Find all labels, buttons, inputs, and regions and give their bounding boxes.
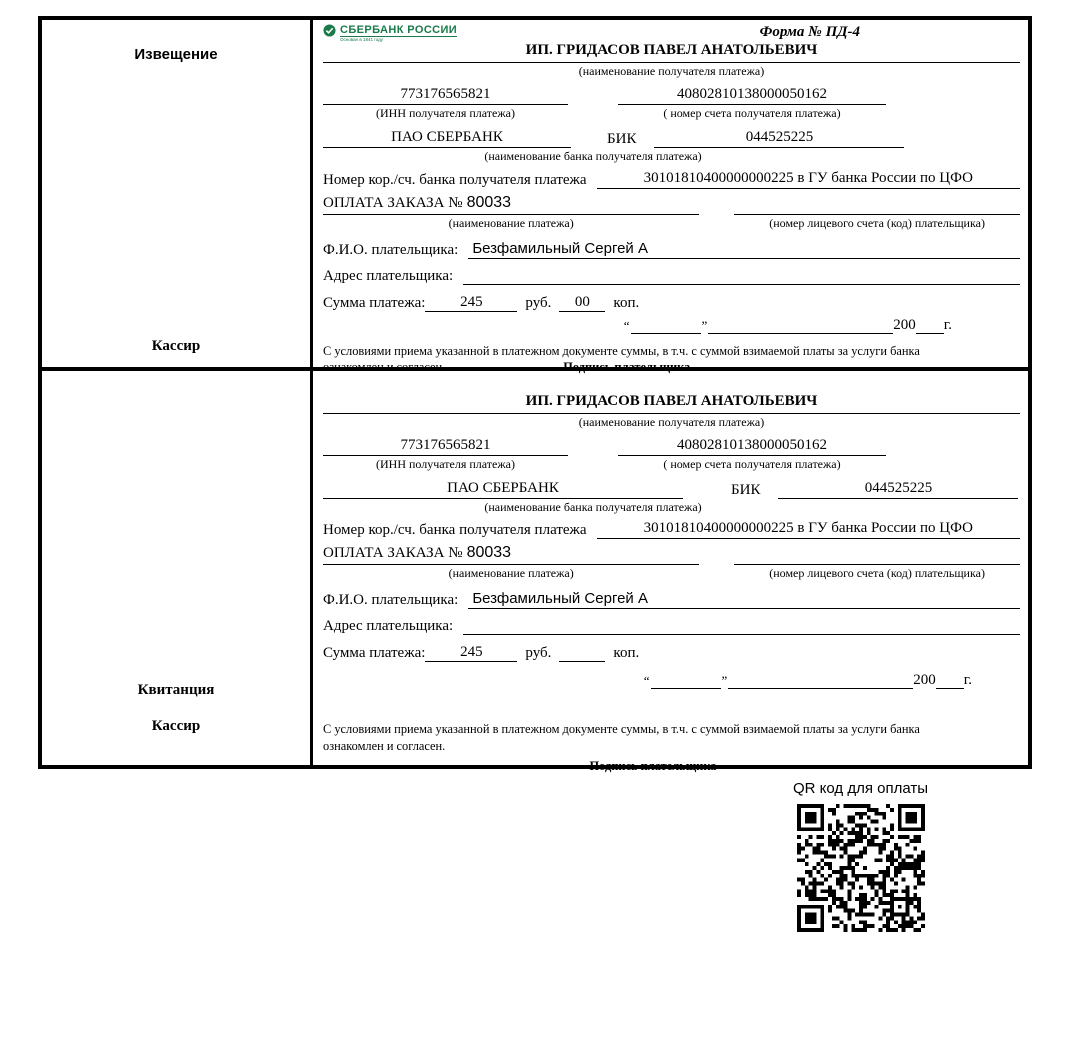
sum-kop-value: 00 [559,294,605,312]
corr-account-row [323,520,1020,539]
form-number-label: Форма № ПД-4 [759,24,860,40]
inn-value: 773176565821 [323,86,568,105]
payer-address-label: Адрес плательщика: [323,618,454,635]
corr-value: 30101810400000000225 в ГУ банка России по ЦФО [597,520,1020,539]
sum-rub-value: 245 [425,644,517,662]
order-label: ОПЛАТА ЗАКАЗА № [323,545,463,562]
notice-body [313,20,1028,375]
payment-name-row [323,544,1020,565]
payee-name: ИП. ГРИДАСОВ ПАВЕЛ АНАТОЛЬЕВИЧ [323,42,1020,63]
caption-inn: (ИНН получателя платежа) [376,106,515,121]
bank-name-value: ПАО СБЕРБАНК [323,129,571,148]
qr-label: QR код для оплаты [792,780,928,797]
caption-payee: (наименование получателя платежа) [578,415,765,429]
payment-captions-row [323,567,1020,581]
date-year-prefix: 200 [893,316,916,333]
close-quote: ” [701,317,708,333]
logo-text [340,24,457,42]
order-value: 80033 [466,193,512,211]
receipt-title: Квитанция [137,682,215,698]
kop-unit: коп. [613,294,640,311]
bik-label: БИК [607,131,637,148]
caption-account: ( номер счета получателя платежа) [663,106,841,121]
sum-rub-value: 245 [425,294,517,312]
bank-logo-name: СБЕРБАНК РОССИИ [340,24,458,36]
account-value: 40802810138000050162 [618,437,886,456]
date-year-blank [916,315,944,334]
caption-payer-code: (номер лицевого счета (код) плательщика) [769,566,985,581]
notice-title: Извещение [134,46,218,63]
date-row [323,315,952,334]
sum-label: Сумма платежа: [323,645,426,662]
caption-payer-code: (номер лицевого счета (код) плательщика) [769,215,985,230]
notice-stub [42,20,313,367]
receipt-cashier-label: Кассир [151,718,201,734]
payment-name-row [323,194,1020,215]
inn-account-captions [323,458,1020,472]
qr-code [797,804,925,932]
payer-code-blank [734,194,1020,215]
agreement-line2: ознакомлен и согласен. [323,360,446,375]
signature-label: Подпись плательщика [563,360,691,375]
payer-fio-value: Безфамильный Сергей А [468,240,1020,259]
sberbank-logo [323,24,457,42]
agreement-line1: С условиями приема указанной в платежном документе суммы, в т.ч. с суммой взимаемой платы за услуги банка [323,343,920,358]
notice-cashier-label: Кассир [151,338,201,354]
bik-label: БИК [731,481,761,498]
logo-row [323,20,1020,42]
qr-block [758,780,963,937]
date-row [323,670,972,689]
payee-name: ИП. ГРИДАСОВ ПАВЕЛ АНАТОЛЬЕВИЧ [323,393,1020,414]
rub-unit: руб. [525,645,552,662]
payer-address-row [323,266,1020,285]
bik-value: 044525225 [654,129,904,148]
inn-account-captions [323,107,1020,121]
date-month-blank [728,670,913,689]
inn-value: 773176565821 [323,437,568,456]
agreement-line2: ознакомлен и согласен. [323,738,446,753]
bank-bik-row [323,129,1020,148]
payer-fio-row [323,590,1020,609]
bik-value: 044525225 [778,480,1018,499]
payer-fio-label: Ф.И.О. плательщика: [323,592,459,609]
date-year-prefix: 200 [913,672,936,689]
payer-fio-row [323,240,1020,259]
payer-address-row [323,616,1020,635]
caption-account: ( номер счета получателя платежа) [663,456,841,471]
account-value: 40802810138000050162 [618,86,886,105]
sum-row [323,644,1020,662]
receipt-body [313,371,1028,773]
bank-name-value: ПАО СБЕРБАНК [323,480,683,499]
date-day-blank [631,315,701,334]
payer-address-blank [463,266,1020,285]
receipt-section [42,371,1028,773]
inn-account-row [323,86,1020,105]
payer-address-label: Адрес плательщика: [323,267,454,284]
payer-fio-label: Ф.И.О. плательщика: [323,241,459,258]
date-year-blank [936,670,964,689]
order-label: ОПЛАТА ЗАКАЗА № [323,194,463,211]
caption-payment: (наименование платежа) [448,215,574,230]
close-quote: ” [721,673,728,689]
receipt-stub [42,371,313,765]
sum-label: Сумма платежа: [323,294,426,311]
caption-bank: (наименование банка получателя платежа) [484,149,702,164]
agreement-block [323,721,983,774]
payment-captions-row [323,217,1020,231]
bank-logo-tagline: Основан в 1841 году [340,37,384,43]
caption-inn: (ИНН получателя платежа) [376,456,515,471]
open-quote: “ [643,673,650,689]
rub-unit: руб. [525,294,552,311]
date-month-blank [708,315,893,334]
signature-label: Подпись плательщика [589,758,717,773]
date-year-suffix: г. [963,672,972,689]
kop-unit: коп. [613,645,640,662]
corr-value: 30101810400000000225 в ГУ банка России по ЦФО [597,170,1020,189]
notice-section [42,20,1028,375]
sum-row [323,294,1020,312]
caption-bank: (наименование банка получателя платежа) [484,499,702,514]
caption-payment: (наименование платежа) [448,566,574,581]
corr-label: Номер кор./сч. банка получателя платежа [323,522,587,539]
payer-code-blank [734,544,1020,565]
date-day-blank [651,670,721,689]
bank-bik-row [323,480,1020,499]
payer-fio-value: Безфамильный Сергей А [468,590,1020,609]
sberbank-emblem-icon [323,24,336,42]
corr-label: Номер кор./сч. банка получателя платежа [323,171,587,188]
caption-payee: (наименование получателя платежа) [578,64,765,79]
corr-account-row [323,170,1020,189]
agreement-line1: С условиями приема указанной в платежном документе суммы, в т.ч. с суммой взимаемой платы за услуги банка [323,722,920,737]
date-year-suffix: г. [943,316,952,333]
payment-form-pd4 [38,16,1032,773]
inn-account-row [323,437,1020,456]
sum-kop-blank [559,661,605,662]
payer-address-blank [463,616,1020,635]
order-value: 80033 [466,544,512,562]
open-quote: “ [623,317,630,333]
